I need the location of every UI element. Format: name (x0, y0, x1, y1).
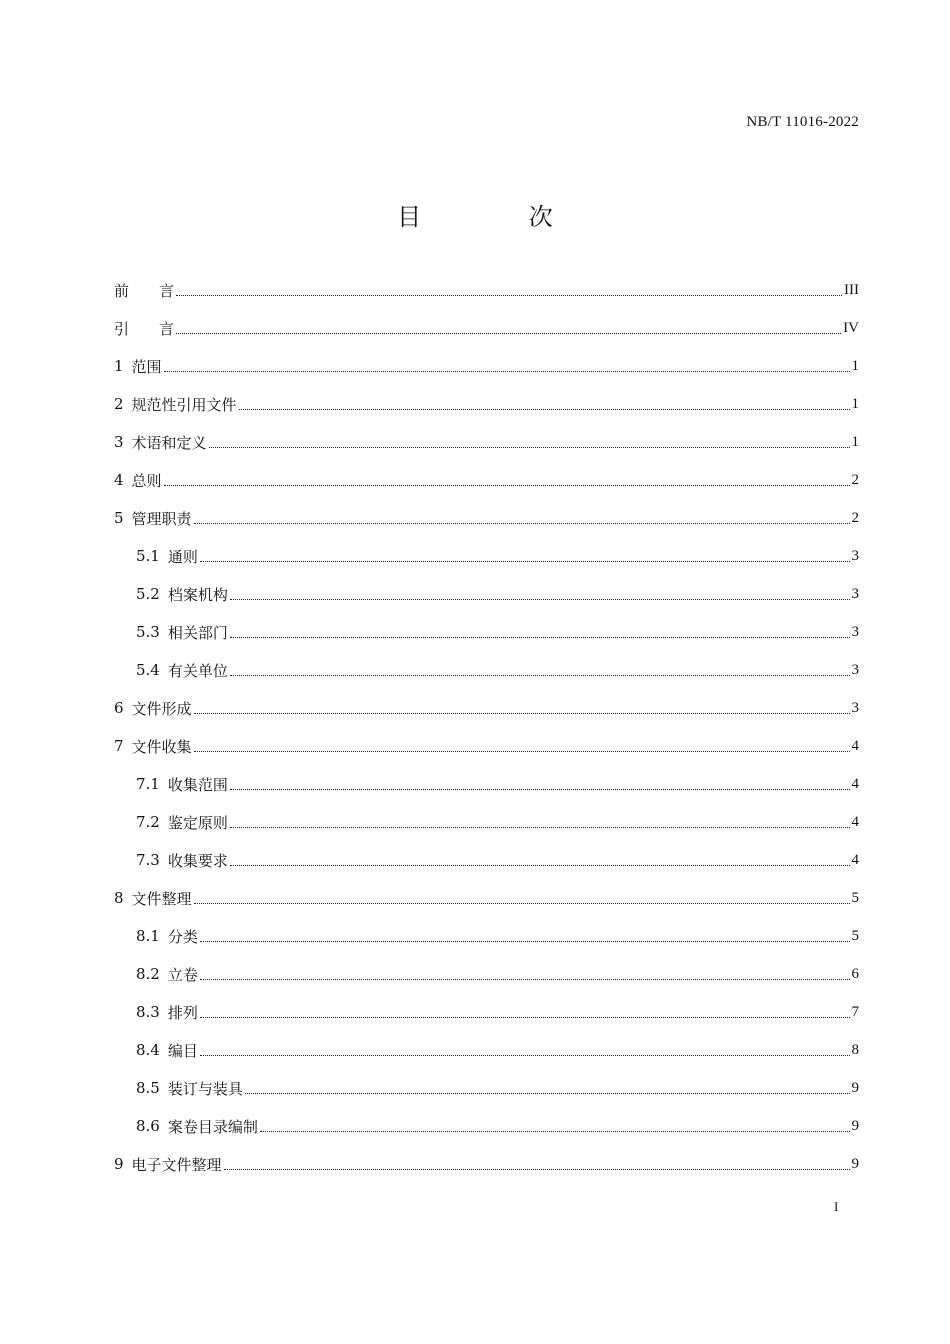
toc-entry[interactable] (114, 917, 859, 955)
toc-entry-page: 3 (851, 623, 859, 640)
toc-entry-number: 7.1 (136, 775, 160, 793)
toc-entry[interactable] (114, 575, 859, 613)
toc-dot-leader (230, 598, 850, 600)
toc-entry-number: 3 (114, 433, 124, 451)
toc-entry-label: 文件收集 (131, 737, 192, 756)
toc-entry[interactable] (114, 499, 859, 537)
toc-dot-leader (200, 940, 850, 942)
toc-dot-leader (164, 484, 850, 486)
toc-entry-label: 文件整理 (131, 889, 192, 908)
toc-entry-page: III (844, 281, 859, 298)
toc-entry-page: 4 (851, 737, 859, 754)
toc-dot-leader (176, 294, 842, 296)
toc-entry-label: 总则 (131, 471, 162, 490)
toc-dot-leader (209, 446, 850, 448)
toc-entry[interactable] (114, 1145, 859, 1183)
toc-dot-leader (164, 370, 850, 372)
toc-dot-leader (200, 978, 850, 980)
toc-entry-label: 前 言 (114, 281, 175, 300)
toc-entry-number: 9 (114, 1155, 124, 1173)
toc-entry[interactable] (114, 271, 859, 309)
toc-entry-page: 3 (851, 547, 859, 564)
toc-entry-number: 8 (114, 889, 124, 907)
toc-dot-leader (194, 522, 850, 524)
toc-entry-number: 5.2 (136, 585, 160, 603)
toc-dot-leader (230, 674, 850, 676)
toc-entry-page: 4 (851, 813, 859, 830)
table-of-contents (114, 271, 859, 1183)
toc-entry-number: 8.4 (136, 1041, 160, 1059)
toc-dot-leader (260, 1130, 850, 1132)
page-number: I (834, 1199, 839, 1214)
toc-entry-label: 规范性引用文件 (131, 395, 237, 414)
toc-entry-page: 3 (851, 699, 859, 716)
toc-entry[interactable] (114, 1031, 859, 1069)
toc-entry-label: 排列 (167, 1003, 198, 1022)
toc-entry-page: 7 (851, 1003, 859, 1020)
toc-dot-leader (200, 1054, 850, 1056)
toc-entry[interactable] (114, 309, 859, 347)
toc-entry-page: 9 (851, 1117, 859, 1134)
toc-dot-leader (200, 1016, 850, 1018)
toc-entry-label: 收集要求 (167, 851, 228, 870)
toc-entry-label: 档案机构 (167, 585, 228, 604)
toc-dot-leader (230, 826, 850, 828)
toc-entry-label: 文件形成 (131, 699, 192, 718)
toc-dot-leader (194, 712, 850, 714)
toc-entry-label: 相关部门 (167, 623, 228, 642)
toc-dot-leader (245, 1092, 850, 1094)
toc-dot-leader (176, 332, 841, 334)
toc-entry-label: 装订与装具 (167, 1079, 243, 1098)
toc-entry-page: 2 (851, 471, 859, 488)
toc-entry[interactable] (114, 613, 859, 651)
toc-entry-number: 8.6 (136, 1117, 160, 1135)
toc-entry-page: 3 (851, 661, 859, 678)
toc-entry-label: 立卷 (167, 965, 198, 984)
toc-entry-page: 4 (851, 775, 859, 792)
toc-entry-page: 5 (851, 889, 859, 906)
page-title: 目 次 (397, 203, 603, 231)
toc-dot-leader (230, 636, 850, 638)
toc-entry-page: 1 (851, 357, 859, 374)
toc-entry-label: 有关单位 (167, 661, 228, 680)
document-code: NB/T 11016-2022 (746, 114, 859, 130)
toc-entry-number: 8.5 (136, 1079, 160, 1097)
toc-entry-label: 管理职责 (131, 509, 192, 528)
toc-entry[interactable] (114, 651, 859, 689)
toc-entry-page: 3 (851, 585, 859, 602)
toc-entry-page: 5 (851, 927, 859, 944)
toc-dot-leader (230, 864, 850, 866)
toc-entry-number: 7 (114, 737, 124, 755)
toc-entry[interactable] (114, 423, 859, 461)
toc-entry[interactable] (114, 347, 859, 385)
toc-entry-label: 范围 (131, 357, 162, 376)
toc-entry-page: 2 (851, 509, 859, 526)
toc-entry-number: 1 (114, 357, 124, 375)
toc-entry-page: 4 (851, 851, 859, 868)
toc-entry-page: 6 (851, 965, 859, 982)
toc-entry-number: 8.3 (136, 1003, 160, 1021)
toc-entry[interactable] (114, 955, 859, 993)
toc-entry[interactable] (114, 841, 859, 879)
toc-dot-leader (194, 750, 850, 752)
toc-entry[interactable] (114, 727, 859, 765)
toc-entry[interactable] (114, 803, 859, 841)
toc-dot-leader (230, 788, 850, 790)
toc-dot-leader (200, 560, 850, 562)
toc-entry-number: 4 (114, 471, 124, 489)
toc-entry[interactable] (114, 1069, 859, 1107)
toc-entry-page: 9 (851, 1079, 859, 1096)
toc-entry-label: 收集范围 (167, 775, 228, 794)
toc-entry[interactable] (114, 765, 859, 803)
toc-entry[interactable] (114, 993, 859, 1031)
toc-entry[interactable] (114, 461, 859, 499)
toc-entry-page: IV (843, 319, 859, 336)
toc-entry-label: 编目 (167, 1041, 198, 1060)
toc-entry-number: 5.4 (136, 661, 160, 679)
toc-entry-label: 通则 (167, 547, 198, 566)
toc-entry-number: 5 (114, 509, 124, 527)
toc-entry-label: 电子文件整理 (131, 1155, 222, 1174)
toc-entry-number: 7.2 (136, 813, 160, 831)
toc-entry-page: 8 (851, 1041, 859, 1058)
toc-entry-label: 鉴定原则 (167, 813, 228, 832)
toc-entry-label: 引 言 (114, 319, 175, 338)
toc-entry-number: 5.1 (136, 547, 160, 565)
toc-dot-leader (194, 902, 850, 904)
toc-entry[interactable] (114, 879, 859, 917)
toc-entry-number: 8.1 (136, 927, 160, 945)
toc-dot-leader (239, 408, 850, 410)
toc-entry-page: 9 (851, 1155, 859, 1172)
toc-entry-number: 7.3 (136, 851, 160, 869)
toc-entry-page: 1 (851, 395, 859, 412)
toc-entry[interactable] (114, 385, 859, 423)
toc-entry-number: 2 (114, 395, 124, 413)
toc-entry[interactable] (114, 689, 859, 727)
toc-entry-number: 6 (114, 699, 124, 717)
toc-entry[interactable] (114, 537, 859, 575)
toc-entry-label: 术语和定义 (131, 433, 207, 452)
toc-entry-page: 1 (851, 433, 859, 450)
toc-entry-label: 案卷目录编制 (167, 1117, 258, 1136)
toc-dot-leader (224, 1168, 850, 1170)
toc-entry-label: 分类 (167, 927, 198, 946)
toc-entry-number: 8.2 (136, 965, 160, 983)
toc-entry-number: 5.3 (136, 623, 160, 641)
toc-entry[interactable] (114, 1107, 859, 1145)
